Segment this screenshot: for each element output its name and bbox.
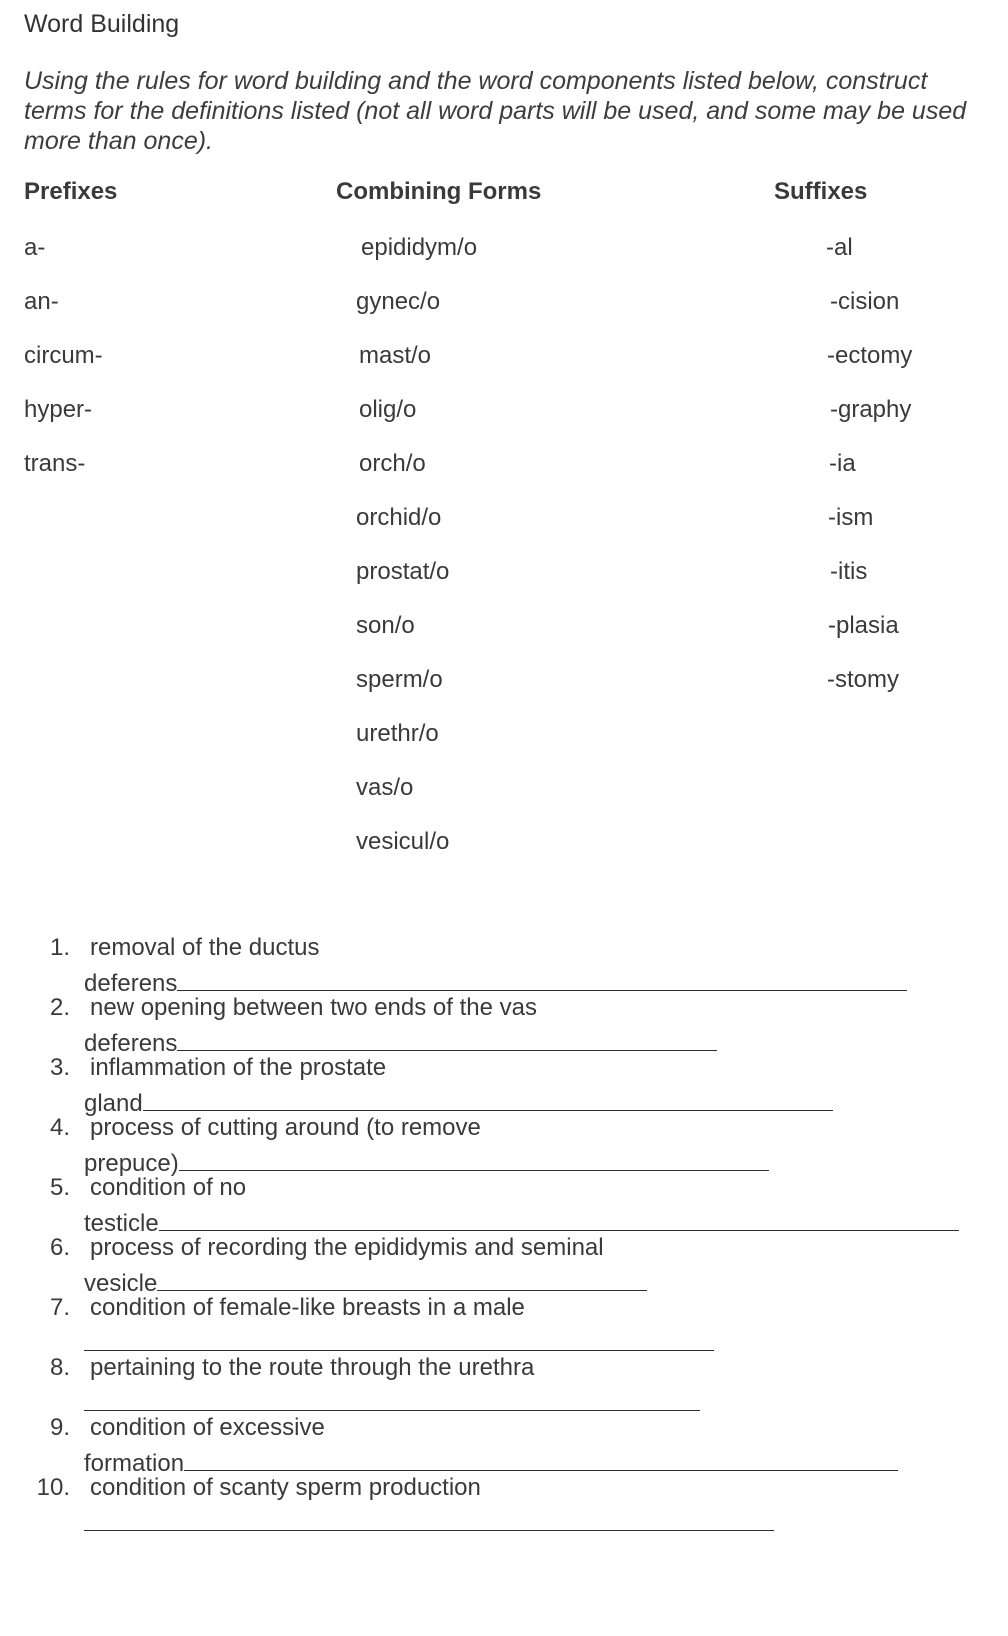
- combining-form-item: epididym/o: [361, 234, 478, 261]
- answer-blank[interactable]: [184, 1444, 898, 1471]
- instructions: Using the rules for word building and the word components listed below, construct terms for the definitions listed (not all word parts will be used, and some may be used more than once).: [24, 67, 967, 155]
- question-number: 5.: [49, 1174, 70, 1201]
- answer-blank[interactable]: [157, 1264, 647, 1291]
- suffix-item: -stomy: [827, 666, 899, 693]
- combining-form-item: olig/o: [359, 396, 417, 423]
- question-number: 1.: [49, 934, 70, 961]
- question-text: condition of no: [90, 1174, 247, 1201]
- answer-blank[interactable]: [84, 1324, 714, 1351]
- question-text: condition of female-like breasts in a male: [90, 1294, 525, 1321]
- prefix-item: an-: [24, 288, 59, 315]
- question-text: removal of the ductus: [90, 934, 320, 961]
- question-text: condition of scanty sperm production: [90, 1474, 481, 1501]
- question-number: 2.: [49, 994, 70, 1021]
- question-text-cont: deferens: [84, 970, 178, 997]
- combining-forms-heading: Combining Forms: [336, 178, 542, 205]
- suffix-item: -itis: [830, 558, 868, 585]
- combining-form-item: mast/o: [359, 342, 432, 369]
- prefix-item: trans-: [24, 450, 86, 477]
- prefix-item: circum-: [24, 342, 103, 369]
- question-number: 8.: [49, 1354, 70, 1381]
- answer-blank[interactable]: [84, 1384, 700, 1411]
- question-text: process of recording the epididymis and seminal: [90, 1234, 604, 1261]
- page-title: Word Building: [24, 10, 180, 38]
- combining-form-item: orch/o: [359, 450, 426, 477]
- suffix-item: -plasia: [828, 612, 899, 639]
- suffix-item: -graphy: [830, 396, 912, 423]
- question-number: 4.: [49, 1114, 70, 1141]
- question-number: 9.: [49, 1414, 70, 1441]
- combining-form-item: gynec/o: [356, 288, 441, 315]
- question-number: 3.: [49, 1054, 70, 1081]
- answer-blank[interactable]: [177, 1024, 717, 1051]
- combining-form-item: urethr/o: [356, 720, 439, 747]
- answer-blank[interactable]: [84, 1504, 774, 1531]
- combining-form-item: vas/o: [356, 774, 414, 801]
- suffix-item: -ia: [829, 450, 856, 477]
- question-text-cont: testicle: [84, 1210, 159, 1237]
- question-number: 7.: [49, 1294, 70, 1321]
- question-text-cont: gland: [84, 1090, 143, 1117]
- prefix-item: hyper-: [24, 396, 93, 423]
- suffix-item: -al: [826, 234, 853, 261]
- question-text: condition of excessive: [90, 1414, 325, 1441]
- question-text-cont: formation: [84, 1450, 185, 1477]
- question-text-cont: prepuce): [84, 1150, 179, 1177]
- suffix-item: -ectomy: [827, 342, 913, 369]
- combining-form-item: vesicul/o: [356, 828, 450, 855]
- suffix-item: -ism: [828, 504, 874, 531]
- question-number: 10.: [36, 1474, 70, 1501]
- answer-blank[interactable]: [177, 964, 907, 991]
- suffix-item: -cision: [830, 288, 900, 315]
- question-text-cont: deferens: [84, 1030, 178, 1057]
- question-text-cont: vesicle: [84, 1270, 158, 1297]
- combining-form-item: prostat/o: [356, 558, 450, 585]
- question-text: inflammation of the prostate: [90, 1054, 387, 1081]
- question-number: 6.: [49, 1234, 70, 1261]
- combining-form-item: orchid/o: [356, 504, 442, 531]
- question-text: new opening between two ends of the vas: [90, 994, 537, 1021]
- question-text: pertaining to the route through the urethra: [90, 1354, 535, 1381]
- answer-blank[interactable]: [179, 1144, 769, 1171]
- question-text: process of cutting around (to remove: [90, 1114, 481, 1141]
- suffixes-heading: Suffixes: [774, 178, 868, 205]
- combining-form-item: son/o: [356, 612, 415, 639]
- answer-blank[interactable]: [143, 1084, 833, 1111]
- prefixes-heading: Prefixes: [24, 178, 118, 205]
- combining-form-item: sperm/o: [356, 666, 443, 693]
- answer-blank[interactable]: [159, 1204, 959, 1231]
- prefix-item: a-: [24, 234, 46, 261]
